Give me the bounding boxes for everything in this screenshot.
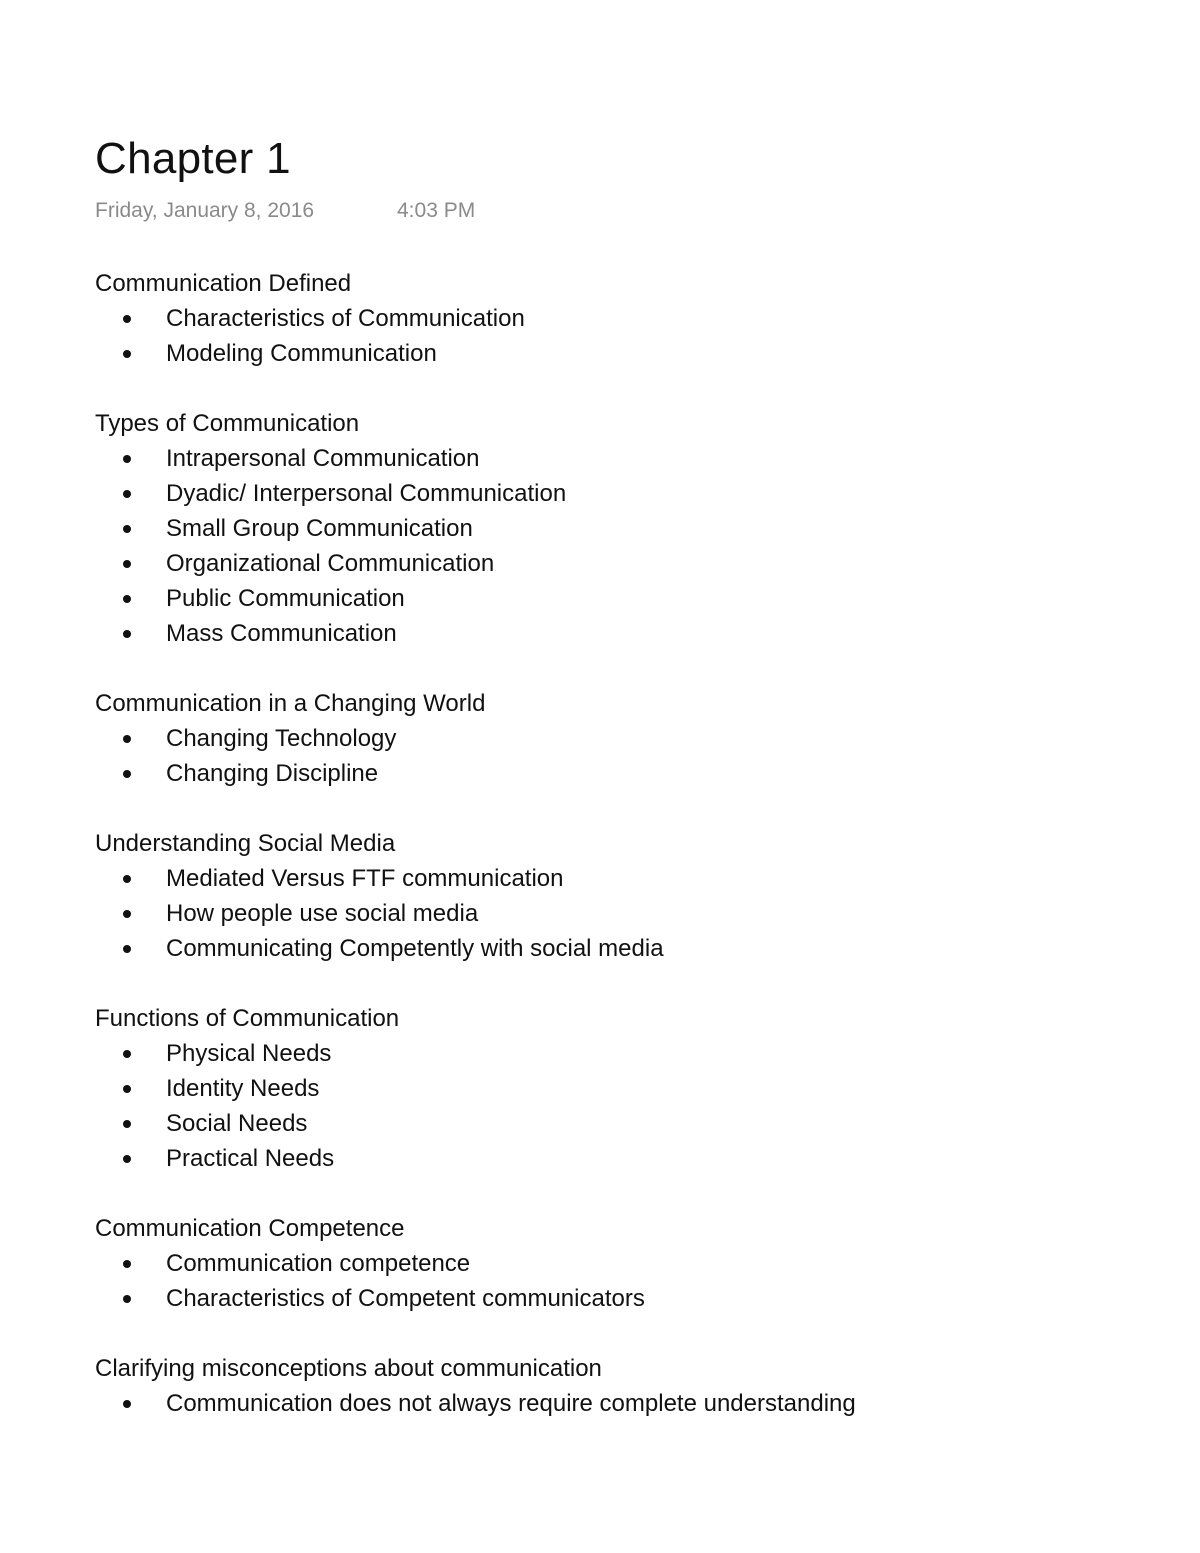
bullet-icon — [123, 1085, 131, 1093]
list-item — [95, 721, 1145, 756]
bullet-icon — [123, 455, 131, 463]
bullet-icon — [123, 1155, 131, 1163]
list-item-text: Physical Needs — [166, 1040, 332, 1067]
bullet-icon — [123, 875, 131, 883]
bullet-list — [95, 861, 1145, 966]
page-title: Chapter 1 — [95, 134, 291, 183]
section-heading: Communication Competence — [95, 1215, 405, 1242]
list-item-text: Changing Technology — [166, 725, 397, 752]
list-item-text: Characteristics of Communication — [166, 305, 525, 332]
bullet-icon — [123, 910, 131, 918]
bullet-list — [95, 1386, 1145, 1421]
list-item-text: Practical Needs — [166, 1145, 335, 1172]
list-item — [95, 861, 1145, 896]
list-item — [95, 546, 1145, 581]
bullet-icon — [123, 525, 131, 533]
list-item-text: Intrapersonal Communication — [166, 445, 480, 472]
bullet-icon — [123, 560, 131, 568]
list-item — [95, 336, 1145, 371]
bullet-icon — [123, 595, 131, 603]
bullet-icon — [123, 945, 131, 953]
list-item-text: Mediated Versus FTF communication — [166, 865, 564, 892]
section-heading: Functions of Communication — [95, 1005, 400, 1032]
bullet-icon — [123, 315, 131, 323]
bullet-list — [95, 441, 1145, 651]
list-item-text: Organizational Communication — [166, 550, 495, 577]
bullet-icon — [123, 350, 131, 358]
outline-section — [95, 1001, 1145, 1176]
list-item — [95, 931, 1145, 966]
page-time: 4:03 PM — [397, 199, 476, 222]
bullet-list — [95, 1246, 1145, 1316]
list-item-text: Communication competence — [166, 1250, 471, 1277]
bullet-icon — [123, 770, 131, 778]
outline-section — [95, 1351, 1145, 1421]
note-page — [95, 128, 1145, 1438]
outline-section — [95, 406, 1145, 651]
list-item — [95, 756, 1145, 791]
outline-section — [95, 1211, 1145, 1316]
section-heading: Communication Defined — [95, 270, 352, 297]
list-item — [95, 441, 1145, 476]
list-item-text: Mass Communication — [166, 620, 397, 647]
list-item-text: Communicating Competently with social media — [166, 935, 664, 962]
outline-section — [95, 826, 1145, 966]
list-item-text: Public Communication — [166, 585, 405, 612]
list-item — [95, 896, 1145, 931]
bullet-icon — [123, 490, 131, 498]
outline-section — [95, 686, 1145, 791]
section-heading: Understanding Social Media — [95, 830, 396, 857]
section-heading: Communication in a Changing World — [95, 690, 486, 717]
list-item — [95, 511, 1145, 546]
outline-section — [95, 266, 1145, 371]
page-date: Friday, January 8, 2016 — [95, 199, 315, 222]
bullet-icon — [123, 1295, 131, 1303]
list-item-text: Changing Discipline — [166, 760, 379, 787]
list-item-text: Identity Needs — [166, 1075, 320, 1102]
list-item-text: How people use social media — [166, 900, 479, 927]
section-heading: Clarifying misconceptions about communication — [95, 1355, 602, 1382]
note-body — [95, 266, 1145, 1438]
bullet-icon — [123, 1400, 131, 1408]
list-item — [95, 616, 1145, 651]
list-item — [95, 476, 1145, 511]
list-item — [95, 1071, 1145, 1106]
list-item — [95, 1036, 1145, 1071]
bullet-list — [95, 721, 1145, 791]
page-timestamp — [95, 196, 1145, 226]
list-item — [95, 1281, 1145, 1316]
section-heading: Types of Communication — [95, 410, 360, 437]
list-item — [95, 1141, 1145, 1176]
bullet-icon — [123, 1050, 131, 1058]
list-item-text: Dyadic/ Interpersonal Communication — [166, 480, 567, 507]
list-item — [95, 1246, 1145, 1281]
list-item-text: Characteristics of Competent communicators — [166, 1285, 645, 1312]
list-item — [95, 1386, 1145, 1421]
list-item-text: Communication does not always require complete understanding — [166, 1390, 856, 1417]
list-item — [95, 1106, 1145, 1141]
bullet-icon — [123, 735, 131, 743]
list-item-text: Small Group Communication — [166, 515, 473, 542]
bullet-icon — [123, 630, 131, 638]
list-item-text: Social Needs — [166, 1110, 308, 1137]
bullet-list — [95, 301, 1145, 371]
list-item — [95, 301, 1145, 336]
bullet-icon — [123, 1120, 131, 1128]
bullet-icon — [123, 1260, 131, 1268]
list-item-text: Modeling Communication — [166, 340, 437, 367]
list-item — [95, 581, 1145, 616]
bullet-list — [95, 1036, 1145, 1176]
